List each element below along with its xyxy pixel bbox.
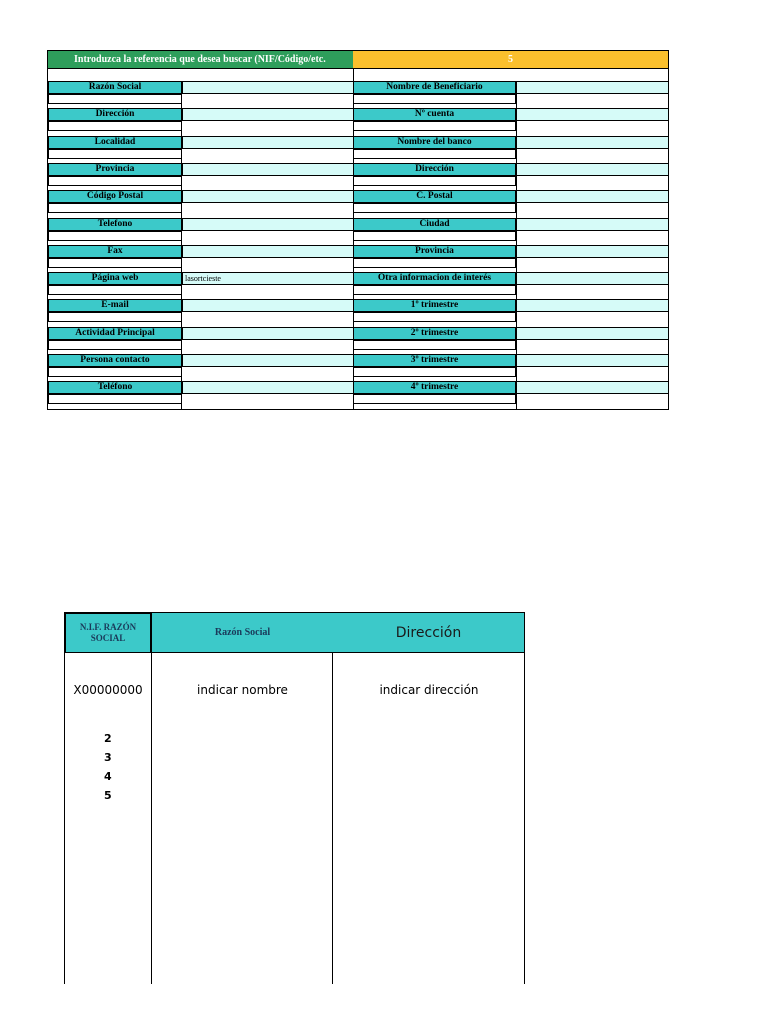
right-spacer-cell [353, 203, 516, 213]
left-field-label: Dirección [48, 108, 182, 121]
right-field-input[interactable] [516, 218, 669, 231]
left-spacer-cell [48, 312, 182, 322]
right-field-label: C. Postal [353, 190, 516, 203]
left-field-input[interactable] [182, 81, 354, 94]
column-header-nif[interactable]: N.I.F. RAZÓN SOCIAL [64, 612, 152, 653]
right-field-input[interactable] [516, 136, 669, 149]
grid-line [48, 68, 668, 69]
left-spacer-cell [48, 231, 182, 241]
right-field-label: Nombre del banco [353, 136, 516, 149]
right-field-label: 4º trimestre [353, 381, 516, 394]
left-field-label: Código Postal [48, 190, 182, 203]
right-spacer-cell [353, 285, 516, 295]
left-field-input[interactable] [182, 218, 354, 231]
left-field-input[interactable] [182, 381, 354, 394]
right-field-input[interactable] [516, 190, 669, 203]
right-field-label: Nombre de Beneficiario [353, 81, 516, 94]
search-reference-input[interactable]: 5 [353, 51, 668, 68]
search-row [48, 51, 668, 68]
right-spacer-cell [353, 394, 516, 404]
right-spacer-cell [353, 149, 516, 159]
grid-line [516, 81, 517, 409]
right-field-label: Provincia [353, 245, 516, 258]
grid-line [353, 68, 354, 409]
left-field-label: Localidad [48, 136, 182, 149]
column-divider [64, 653, 65, 984]
column-divider [151, 653, 152, 984]
right-spacer-cell [353, 176, 516, 186]
left-field-input[interactable] [182, 299, 354, 312]
right-field-label: Otra informacion de interés [353, 272, 516, 285]
left-spacer-cell [48, 340, 182, 350]
right-field-input[interactable] [516, 299, 669, 312]
cell-nif[interactable]: X00000000 [73, 683, 143, 697]
left-field-label: Razón Social [48, 81, 182, 94]
right-field-label: Nº cuenta [353, 108, 516, 121]
right-field-label: 1º trimestre [353, 299, 516, 312]
left-spacer-cell [48, 121, 182, 131]
right-field-input[interactable] [516, 81, 669, 94]
left-field-label: Provincia [48, 163, 182, 176]
row-number: 2 [104, 732, 112, 745]
left-field-label: E-mail [48, 299, 182, 312]
search-reference-label: Introduzca la referencia que desea buscar (NIF/Código/etc. [48, 51, 353, 68]
left-field-input[interactable] [182, 108, 354, 121]
right-field-input[interactable] [516, 327, 669, 340]
left-field-input[interactable] [182, 245, 354, 258]
left-field-input[interactable]: lasortcieste [182, 272, 354, 285]
left-spacer-cell [48, 94, 182, 104]
grid-line [181, 81, 182, 409]
cell-direccion[interactable]: indicar dirección [379, 683, 479, 697]
column-divider [524, 653, 525, 984]
column-divider [332, 653, 333, 984]
left-spacer-cell [48, 203, 182, 213]
right-field-input[interactable] [516, 272, 669, 285]
row-number: 5 [104, 789, 112, 802]
left-field-input[interactable] [182, 136, 354, 149]
right-field-label: 3º trimestre [353, 354, 516, 367]
right-spacer-cell [353, 94, 516, 104]
left-field-input[interactable] [182, 327, 354, 340]
right-spacer-cell [353, 121, 516, 131]
right-field-label: Dirección [353, 163, 516, 176]
right-spacer-cell [353, 312, 516, 322]
left-spacer-cell [48, 149, 182, 159]
lookup-form [47, 50, 669, 410]
right-field-input[interactable] [516, 108, 669, 121]
right-field-label: Ciudad [353, 218, 516, 231]
column-header-direccion[interactable]: Dirección [333, 612, 525, 653]
right-spacer-cell [353, 258, 516, 268]
right-field-input[interactable] [516, 245, 669, 258]
right-field-input[interactable] [516, 381, 669, 394]
left-spacer-cell [48, 367, 182, 377]
left-field-label: Actividad Principal [48, 327, 182, 340]
right-spacer-cell [353, 231, 516, 241]
left-field-label: Persona contacto [48, 354, 182, 367]
right-spacer-cell [353, 367, 516, 377]
left-spacer-cell [48, 394, 182, 404]
right-spacer-cell [353, 340, 516, 350]
left-field-label: Teléfono [48, 381, 182, 394]
row-number: 4 [104, 770, 112, 783]
right-field-input[interactable] [516, 163, 669, 176]
left-spacer-cell [48, 285, 182, 295]
left-field-label: Fax [48, 245, 182, 258]
right-field-input[interactable] [516, 354, 669, 367]
left-field-input[interactable] [182, 163, 354, 176]
left-field-input[interactable] [182, 190, 354, 203]
row-number: 3 [104, 751, 112, 764]
left-field-label: Página web [48, 272, 182, 285]
right-field-label: 2º trimestre [353, 327, 516, 340]
cell-razon-social[interactable]: indicar nombre [197, 683, 288, 697]
column-header-razon-social[interactable]: Razón Social [152, 612, 333, 653]
left-spacer-cell [48, 258, 182, 268]
left-field-label: Telefono [48, 218, 182, 231]
left-spacer-cell [48, 176, 182, 186]
left-field-input[interactable] [182, 354, 354, 367]
supplier-table [64, 612, 525, 984]
